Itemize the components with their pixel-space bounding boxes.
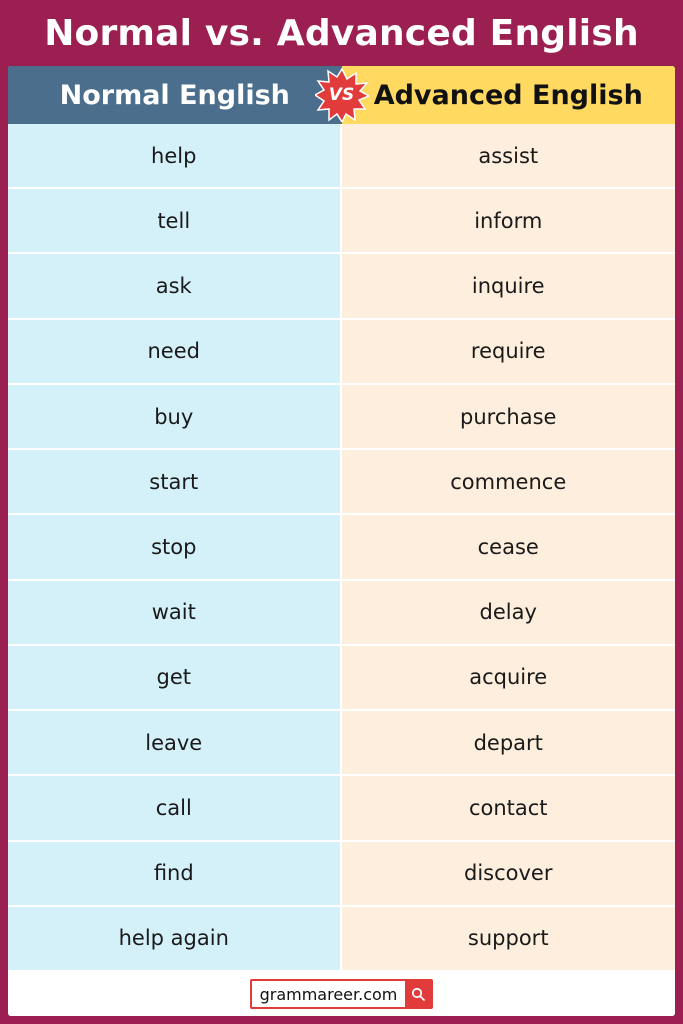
table-body xyxy=(8,124,675,972)
cell-normal: stop xyxy=(8,515,342,580)
table-row xyxy=(8,646,675,711)
cell-advanced: acquire xyxy=(342,646,676,711)
cell-normal: buy xyxy=(8,385,342,450)
table-header-row xyxy=(8,66,675,124)
cell-normal: help again xyxy=(8,907,342,972)
cell-advanced: cease xyxy=(342,515,676,580)
table-row xyxy=(8,776,675,841)
cell-advanced: contact xyxy=(342,776,676,841)
cell-advanced: require xyxy=(342,320,676,385)
table-row xyxy=(8,515,675,580)
cell-advanced: support xyxy=(342,907,676,972)
vs-label: VS xyxy=(328,85,355,105)
table-row xyxy=(8,907,675,972)
cell-normal: help xyxy=(8,124,342,189)
title-bar xyxy=(0,0,683,66)
search-icon xyxy=(405,981,431,1007)
table-row xyxy=(8,320,675,385)
cell-advanced: inform xyxy=(342,189,676,254)
footer xyxy=(8,972,675,1016)
cell-advanced: commence xyxy=(342,450,676,515)
cell-advanced: purchase xyxy=(342,385,676,450)
column-header-normal: Normal English xyxy=(8,66,342,124)
table-row xyxy=(8,189,675,254)
table-row xyxy=(8,385,675,450)
cell-advanced: inquire xyxy=(342,254,676,319)
comparison-table xyxy=(8,66,675,972)
content-card xyxy=(8,66,675,1016)
page-title: Normal vs. Advanced English xyxy=(44,12,639,54)
cell-advanced: discover xyxy=(342,842,676,907)
cell-advanced: delay xyxy=(342,581,676,646)
cell-normal: start xyxy=(8,450,342,515)
brand-name: grammareer.com xyxy=(252,981,406,1007)
cell-normal: leave xyxy=(8,711,342,776)
table-row xyxy=(8,842,675,907)
cell-normal: get xyxy=(8,646,342,711)
cell-normal: ask xyxy=(8,254,342,319)
cell-advanced: assist xyxy=(342,124,676,189)
brand-badge xyxy=(250,979,434,1009)
table-row xyxy=(8,711,675,776)
cell-normal: wait xyxy=(8,581,342,646)
cell-normal: tell xyxy=(8,189,342,254)
table-row xyxy=(8,124,675,189)
table-row xyxy=(8,581,675,646)
vs-burst-icon xyxy=(315,68,369,122)
table-row xyxy=(8,450,675,515)
cell-normal: find xyxy=(8,842,342,907)
cell-normal: call xyxy=(8,776,342,841)
cell-normal: need xyxy=(8,320,342,385)
table-row xyxy=(8,254,675,319)
cell-advanced: depart xyxy=(342,711,676,776)
column-header-advanced: Advanced English xyxy=(342,66,676,124)
